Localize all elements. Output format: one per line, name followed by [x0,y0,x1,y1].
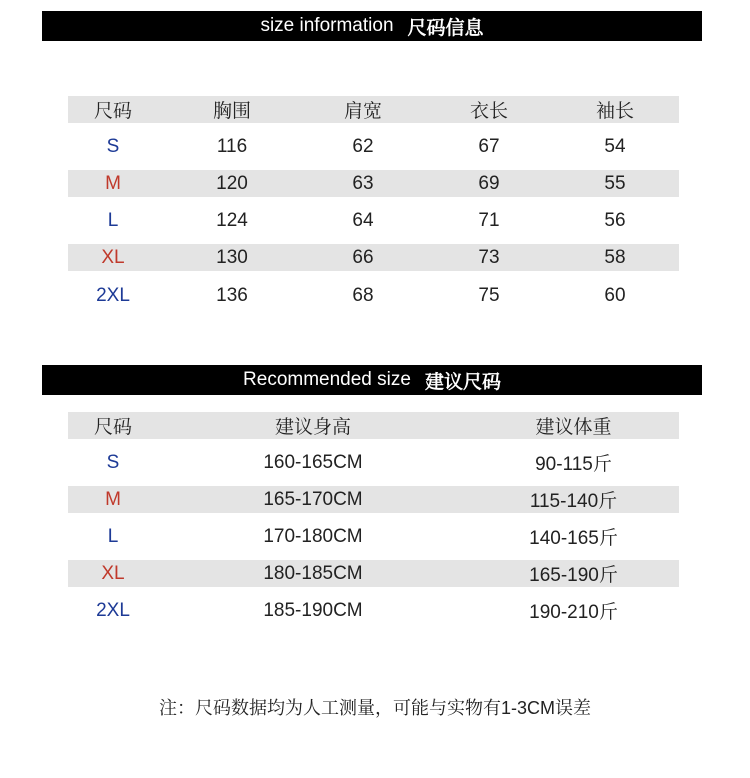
sleeve-value: 60 [604,284,626,306]
height-value: 185-190CM [263,599,363,621]
size-label: L [107,525,119,547]
shoulder-value: 63 [352,172,374,194]
length-value: 71 [478,209,500,231]
header-height: 建议身高 [274,417,351,438]
sleeve-value: 55 [604,172,626,194]
table-row [68,486,679,513]
chest-value: 116 [216,135,248,157]
measurement-note: 注：尺码数据均为人工测量，可能与实物有1-3CM误差 [158,698,591,718]
header-shoulder: 肩宽 [343,101,382,122]
recommended-size-title-en: Recommended size [243,369,411,390]
length-value: 73 [478,246,500,268]
weight-value: 115-140斤 [529,491,618,512]
size-information-title-en: size information [260,15,394,36]
chest-value: 120 [216,172,248,194]
length-value: 69 [478,172,500,194]
weight-value: 165-190斤 [529,565,618,586]
length-value: 75 [478,284,500,306]
size-label: L [107,209,119,231]
size-label: S [106,135,120,157]
shoulder-value: 62 [352,135,374,157]
table-row [68,560,679,587]
height-value: 170-180CM [263,525,363,547]
header-size: 尺码 [93,417,132,438]
chest-value: 136 [216,284,248,306]
chest-value: 124 [216,209,248,231]
header-chest: 胸围 [212,101,251,122]
recommended-size-table [68,412,679,624]
header-sleeve: 袖长 [595,101,634,122]
size-label: M [105,172,121,194]
shoulder-value: 68 [352,284,374,306]
size-label: M [105,488,121,510]
length-value: 67 [478,135,500,157]
size-label: XL [101,562,125,584]
size-label: XL [101,246,125,268]
height-value: 180-185CM [263,562,363,584]
header-size: 尺码 [93,101,132,122]
table-row [68,133,679,160]
shoulder-value: 64 [352,209,374,231]
weight-value: 90-115斤 [535,454,612,475]
table-row [68,597,679,624]
recommended-size-banner [42,365,702,395]
recommended-table-header [68,412,679,439]
size-information-table [68,96,679,309]
height-value: 165-170CM [263,488,363,510]
table-row [68,523,679,550]
table-row [68,244,679,271]
weight-value: 140-165斤 [529,528,618,549]
table-row [68,170,679,197]
sleeve-value: 58 [604,246,626,268]
size-label: 2XL [96,599,130,621]
size-information-banner [42,11,702,41]
shoulder-value: 66 [352,246,374,268]
size-information-title-zh: 尺码信息 [407,17,484,39]
header-weight: 建议体重 [535,417,612,438]
weight-value: 190-210斤 [529,602,618,623]
table-row [68,207,679,234]
header-length: 衣长 [469,101,508,122]
table-row [68,282,679,309]
sleeve-value: 54 [604,135,626,157]
size-table-header [68,96,679,123]
table-row [68,449,679,476]
height-value: 160-165CM [263,451,363,473]
size-label: 2XL [96,284,130,306]
size-label: S [106,451,120,473]
sleeve-value: 56 [604,209,626,231]
chest-value: 130 [216,246,248,268]
recommended-size-title-zh: 建议尺码 [424,371,501,393]
